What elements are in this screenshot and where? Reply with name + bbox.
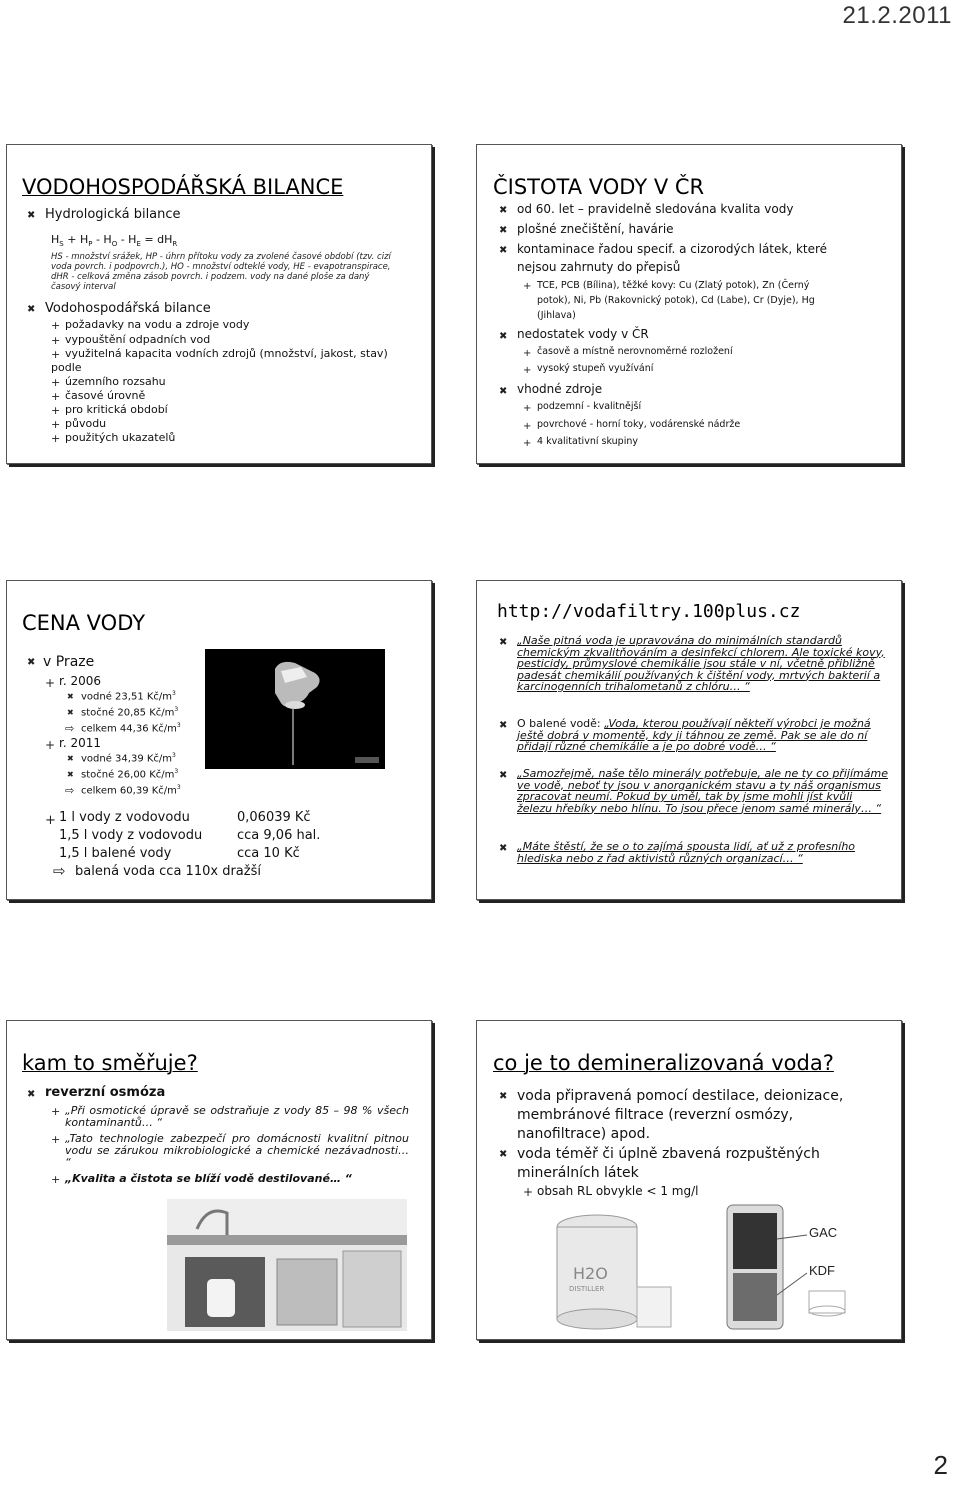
- bullet-x-icon: ✖: [499, 386, 508, 397]
- plus-icon: +: [51, 1133, 61, 1146]
- comparison-conclusion: balená voda cca 110x dražší: [75, 864, 261, 879]
- bullet-x-icon: ✖: [499, 720, 508, 731]
- comparison-value: cca 9,06 hal.: [237, 828, 321, 843]
- slide-title: VODOHOSPODÁŘSKÁ BILANCE: [22, 175, 344, 199]
- bullet-text: voda připravená pomocí destilace, deionizace, membránové filtrace (reverzní osmózy, nanofiltrace) apod.: [517, 1088, 844, 1142]
- sub-item: 4 kvalitativní skupiny: [537, 436, 638, 447]
- comparison-label: 1 l vody z vodovodu: [59, 810, 190, 825]
- bullet-text-continued: nejsou zahrnuty do přepisů: [517, 260, 681, 274]
- sub-item: potok), Ni, Pb (Rakovnický potok), Cd (Labe), Cr (Dyje), Hg: [537, 295, 815, 306]
- distiller-photo: [537, 1207, 697, 1335]
- bullet-x-icon: ✖: [67, 754, 74, 763]
- bullet-x-icon: ✖: [499, 770, 508, 781]
- plus-icon: +: [45, 813, 56, 828]
- plus-icon: +: [51, 432, 61, 445]
- sub-item: pro kritická období: [65, 403, 168, 416]
- quote-item: „Kvalita a čistota se blíží vodě destilované… “: [65, 1172, 352, 1185]
- sub-item: časově a místně nerovnoměrné rozložení: [537, 346, 733, 357]
- plus-icon: +: [51, 1173, 61, 1186]
- bullet-x-icon: ✖: [67, 692, 74, 701]
- bullet-x-icon: ✖: [27, 210, 36, 221]
- header-date: 21.2.2011: [842, 2, 952, 29]
- year-label: r. 2011: [59, 736, 101, 750]
- bullet-x-icon: ✖: [27, 304, 36, 315]
- slide-vodohospodarska-bilance: [6, 144, 432, 464]
- bullet-text: voda téměř či úplně zbavená rozpuštěných minerálních látek: [517, 1146, 820, 1181]
- quote-item: „Při osmotické úpravě se odstraňuje z vody 85 – 98 % všech kontaminantů… “: [65, 1104, 409, 1129]
- slide-title: ČISTOTA VODY V ČR: [493, 175, 705, 199]
- bullet-x-icon: ✖: [499, 225, 508, 236]
- plus-icon: +: [51, 1105, 61, 1118]
- bullet-x-icon: ✖: [499, 245, 508, 256]
- slide-title: kam to směřuje?: [22, 1051, 198, 1075]
- equation: $H_S + H_P - H_O - H_E = dH_R$: [51, 233, 178, 249]
- slide-cistota-vody: [476, 144, 902, 464]
- arrow-right-icon: ⇨: [65, 784, 75, 797]
- arrow-right-icon: ⇨: [53, 862, 66, 880]
- price-item: vodné 23,51 $Kč/m^3$: [81, 690, 176, 703]
- bullet-x-icon: ✖: [499, 1091, 508, 1102]
- bullet-text: kontaminace řadou specif. a cizorodých látek, které: [517, 242, 828, 256]
- plus-icon: +: [51, 390, 61, 403]
- bullet-x-icon: ✖: [499, 205, 508, 216]
- plus-icon: +: [51, 334, 61, 347]
- quote-paragraph: [517, 718, 889, 753]
- plus-icon: +: [51, 376, 61, 389]
- bullet-x-icon: ✖: [67, 708, 74, 717]
- note-line: časový interval: [51, 282, 116, 292]
- sub-item: vysoký stupeň využívání: [537, 363, 654, 374]
- comparison-value: cca 10 Kč: [237, 846, 300, 861]
- plus-icon: +: [523, 365, 532, 376]
- bullet-text: vhodné zdroje: [517, 382, 603, 396]
- sub-item: časové úrovně: [65, 389, 146, 402]
- bullet-x-icon: ✖: [27, 657, 36, 668]
- plus-icon: +: [51, 418, 61, 431]
- bullet-text: od 60. let – pravidelně sledována kvalita vody: [517, 202, 794, 216]
- price-total: celkem 60,39 $Kč/m^3$: [81, 784, 181, 797]
- bullet-text: nedostatek vody v ČR: [517, 327, 649, 341]
- sub-item: (Jihlava): [537, 310, 576, 321]
- comparison-value: 0,06039 Kč: [237, 810, 311, 825]
- sub-item: využitelná kapacita vodních zdrojů (množství, jakost, stav): [65, 347, 388, 360]
- sub-item: použitých ukazatelů: [65, 431, 176, 444]
- filter-cartridge-photo: [697, 1199, 857, 1335]
- price-item: stočné 20,85 $Kč/m^3$: [81, 706, 179, 719]
- slide-title: CENA VODY: [22, 611, 146, 635]
- note-line: dHR - celková změna zásob povrch. i podzem. vody na dané ploše za daný: [51, 272, 370, 282]
- slide-title: http://vodafiltry.100plus.cz: [497, 601, 801, 622]
- quote-paragraph: „Naše pitná voda je upravována do minimálních standardů chemickým zkvalitňováním a desinfekcí chlorem. Ale toxické kovy, pesticidy, průmyslové chemikálie jsou stále v ní, včetně přibližně padesát chemikálií používaných k čištění vody, mrtvých bakterií a karcinogenních trihalometanů z chlóru… “: [517, 634, 885, 693]
- distiller-label-text: DISTILLER: [569, 1285, 605, 1293]
- sub-item: povrchové - horní toky, vodárenské nádrže: [537, 419, 741, 430]
- year-label: r. 2006: [59, 674, 101, 688]
- plus-icon: +: [523, 403, 532, 414]
- quote-text: „Voda, kterou používají někteří výrobci je možná ještě dobrá v momentě, kdy ji táhnou ze země. Pak se ale do ní přidají různé chemikálie a je po dobré vodě… “: [517, 717, 871, 753]
- price-item: vodné 34,39 $Kč/m^3$: [81, 752, 176, 765]
- sub-item: původu: [65, 417, 107, 430]
- sub-item-continued: podle: [51, 361, 82, 374]
- sub-item: vypouštění odpadních vod: [65, 333, 211, 346]
- slide-vodafiltry: [476, 580, 902, 900]
- plus-icon: +: [523, 438, 532, 449]
- bullet-x-icon: ✖: [499, 843, 508, 854]
- bullet-text: reverzní osmóza: [45, 1085, 166, 1100]
- bullet-x-icon: ✖: [67, 770, 74, 779]
- bullet-x-icon: ✖: [499, 1149, 508, 1160]
- plus-icon: +: [45, 738, 56, 752]
- arrow-right-icon: ⇨: [65, 722, 75, 735]
- price-item: stočné 26,00 $Kč/m^3$: [81, 768, 179, 781]
- plus-icon: +: [523, 421, 532, 432]
- comparison-label: 1,5 l vody z vodovodu: [59, 828, 203, 843]
- sub-item: podzemní - kvalitnější: [537, 401, 642, 412]
- slide-demineralizovana-voda: [476, 1020, 902, 1340]
- kdf-label: KDF: [809, 1263, 835, 1278]
- plus-icon: +: [51, 319, 61, 332]
- plus-icon: +: [51, 404, 61, 417]
- note-line: voda povrch. i podpovrch.), HO - množství odteklé vody, HE - evapotranspirace,: [51, 262, 391, 272]
- faucet-photo: [205, 649, 385, 769]
- comparison-label: 1,5 l balené vody: [59, 846, 172, 861]
- quote-paragraph: „Samozřejmě, naše tělo minerály potřebuje, ale ne ty co přijímáme ve vodě, neboť ty jsou v anorganickém stavu a ty náš organismus zpracovat neumí. Pokud by uměl, tak by jsme mohli jíst kvůli železu hřebíky nebo hlínu. To jsou přece jenom samé minerály… “: [517, 767, 888, 815]
- note-line: HS - množství srážek, HP - úhrn přítoku vody za zvolené časové období (tzv. cizí: [51, 252, 391, 262]
- bullet-x-icon: ✖: [499, 637, 508, 648]
- kitchen-photo: [167, 1199, 407, 1331]
- slide-kam-to-smeruje: [6, 1020, 432, 1340]
- plus-icon: +: [523, 348, 532, 359]
- plus-icon: +: [523, 1185, 534, 1199]
- gac-label: GAC: [809, 1225, 838, 1240]
- plus-icon: +: [51, 348, 61, 361]
- bullet-text: v Praze: [43, 654, 95, 670]
- bullet-text: Hydrologická bilance: [45, 207, 181, 222]
- quote-paragraph: „Máte štěstí, že se o to zajímá spousta lidí, ať už z profesního hlediska nebo z řad aktivistů různých organizací… “: [517, 840, 856, 865]
- sub-item: územního rozsahu: [65, 375, 166, 388]
- slide-cena-vody: [6, 580, 432, 900]
- distiller-h2o-text: H2O: [573, 1264, 608, 1283]
- plus-icon: +: [45, 676, 56, 690]
- quote-item: „Tato technologie zabezpečí pro domácnosti kvalitní pitnou vodu se zárukou mikrobiologické a chemické nezávadnosti… “: [65, 1132, 409, 1169]
- price-total: celkem 44,36 $Kč/m^3$: [81, 722, 181, 735]
- bullet-x-icon: ✖: [499, 331, 508, 342]
- page-number: 2: [933, 1450, 948, 1480]
- sub-item: požadavky na vodu a zdroje vody: [65, 318, 250, 331]
- bullet-text: plošné znečištění, havárie: [517, 222, 674, 236]
- bullet-x-icon: ✖: [27, 1089, 36, 1100]
- quote-lead: O balené vodě:: [517, 717, 605, 730]
- sub-item: TCE, PCB (Bílina), těžké kovy: Cu (Zlatý potok), Zn (Černý: [537, 280, 810, 291]
- sub-item: obsah RL obvykle < 1 mg/l: [537, 1184, 699, 1198]
- plus-icon: +: [523, 281, 532, 292]
- bullet-text: Vodohospodářská bilance: [45, 301, 211, 316]
- slide-title: co je to demineralizovaná voda?: [493, 1051, 834, 1075]
